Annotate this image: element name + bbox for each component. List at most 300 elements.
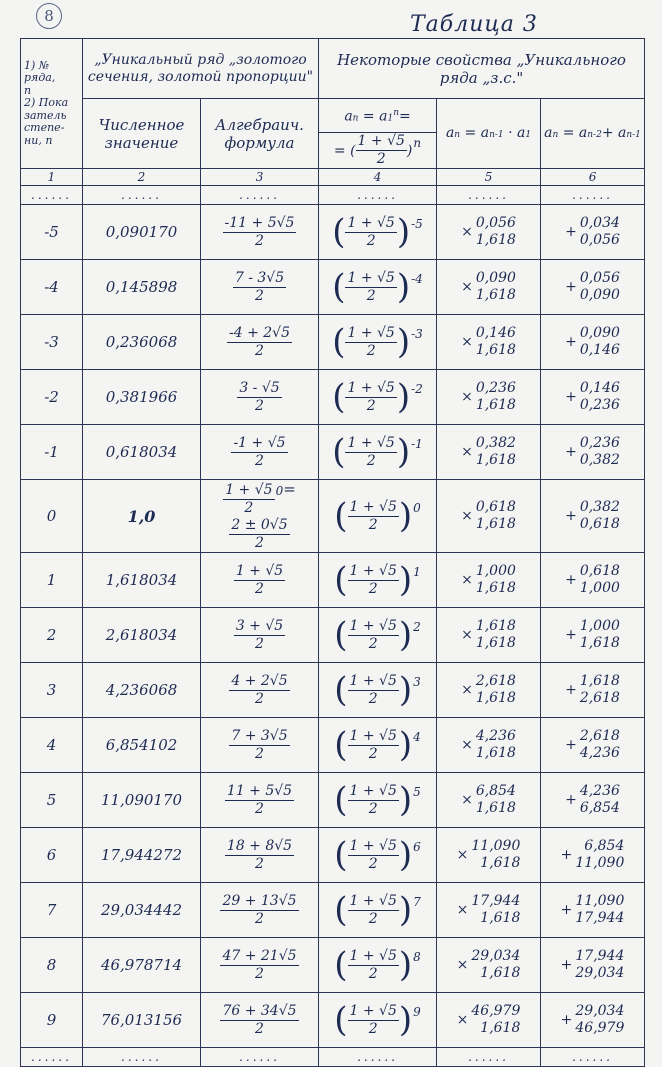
cell-value: 0,381966: [83, 370, 201, 425]
algebraic-fraction: [220, 893, 298, 928]
multiply: [461, 783, 516, 817]
cell-multiply: [437, 938, 541, 993]
fraction-denominator: 2: [255, 1020, 264, 1037]
fraction-numerator: 4 + 2√5: [231, 672, 288, 689]
header-col6: [541, 99, 645, 169]
header-col4-top: [319, 99, 437, 133]
multiply-top: 0,146: [475, 325, 516, 341]
fraction-denominator: 2: [255, 580, 264, 597]
exponent: -5: [411, 216, 423, 231]
multiply-top: 0,236: [475, 380, 516, 396]
add-operands: [580, 673, 620, 707]
table-row: [21, 718, 645, 773]
table-row: [21, 883, 645, 938]
cell-add: [541, 553, 645, 608]
cell-value-zero: [83, 480, 201, 553]
hdr6-c: n-2: [587, 129, 602, 140]
add-sign: +: [565, 279, 577, 295]
phi-fraction: [345, 325, 396, 360]
zero-power: [223, 482, 283, 517]
cell-multiply: [437, 773, 541, 828]
table-row: [21, 480, 645, 553]
multiply-bottom: 1,618: [480, 910, 521, 926]
multiply: [457, 893, 521, 927]
multiply-sign: ×: [456, 1012, 469, 1028]
add-bottom: 4,236: [579, 745, 620, 761]
add: [565, 270, 620, 304]
fraction-numerator: 1 + √5: [349, 837, 397, 854]
hdr6-sub: n: [552, 129, 559, 140]
paren-close: ): [396, 267, 411, 307]
fraction-numerator: 1 + √5: [349, 782, 397, 799]
cell-add: [541, 480, 645, 553]
table-row: [21, 425, 645, 480]
cell-algebraic: [201, 480, 319, 553]
cell-power: [319, 883, 437, 938]
cell-value: 0,145898: [83, 260, 201, 315]
multiply-operands: [471, 838, 520, 872]
hdr4-exp: n: [413, 136, 422, 150]
add-top: 0,056: [579, 270, 620, 286]
exponent: 0: [413, 500, 421, 515]
multiply-operands: [476, 673, 516, 707]
cell-algebraic: [201, 718, 319, 773]
multiply: [461, 380, 516, 414]
header-col3: Алгебраич. формула: [201, 99, 319, 169]
paren-close: ): [396, 212, 411, 252]
header-col1-line: затель: [24, 108, 67, 122]
fraction-denominator: 2: [255, 397, 264, 414]
phi-fraction: [348, 563, 399, 598]
paren-open: (: [334, 496, 348, 536]
cell-power: [319, 205, 437, 260]
add-bottom: 0,056: [579, 232, 620, 248]
hdr5-d: · a: [508, 124, 526, 141]
cell-n: -2: [21, 370, 83, 425]
multiply-bottom: 1,618: [475, 580, 516, 596]
add-sign: +: [565, 682, 577, 698]
add-top: 0,618: [579, 563, 620, 579]
cell-algebraic: [201, 993, 319, 1048]
fraction-denominator: 2: [366, 232, 376, 249]
cell-algebraic: [201, 425, 319, 480]
table-row: [21, 938, 645, 993]
cell-value: 6,854102: [83, 718, 201, 773]
add: [565, 435, 620, 469]
golden-ratio-table: [20, 38, 644, 1067]
fraction-numerator: 7 + 3√5: [231, 727, 288, 744]
cell-n: 5: [21, 773, 83, 828]
add-sign: +: [560, 1012, 573, 1028]
ellipsis-cell: ......: [437, 1048, 541, 1067]
table-row: [21, 773, 645, 828]
multiply-top: 11,090: [471, 838, 521, 854]
multiply-top: 0,618: [475, 499, 516, 515]
cell-n: 2: [21, 608, 83, 663]
phi-fraction: [348, 783, 399, 818]
cell-add: [541, 425, 645, 480]
multiply-sign: ×: [461, 737, 473, 753]
multiply-sign: ×: [461, 389, 473, 405]
multiply-operands: [476, 499, 516, 533]
hdr4-num: 1 + √5: [357, 133, 405, 149]
fraction-denominator: 2: [255, 635, 264, 652]
hdr4-a: a: [344, 108, 353, 125]
multiply-top: 1,618: [475, 618, 516, 634]
cell-multiply: [437, 480, 541, 553]
cell-add: [541, 315, 645, 370]
fraction-denominator: 2: [366, 452, 376, 469]
add-operands: [580, 435, 620, 469]
phi-fraction: [348, 893, 399, 928]
cell-n: -5: [21, 205, 83, 260]
paren-close: ): [396, 432, 411, 472]
exponent: 5: [413, 784, 421, 799]
power-expression: [334, 835, 421, 875]
power-expression: [332, 377, 423, 417]
algebraic-fraction: [234, 618, 285, 653]
fraction-denominator: 2: [255, 855, 264, 872]
paren-open: (: [334, 835, 348, 875]
cell-algebraic: [201, 663, 319, 718]
fraction-denominator: 2: [368, 855, 378, 872]
power-expression: [332, 322, 423, 362]
add-operands: [575, 948, 624, 982]
add-top: 11,090: [575, 893, 625, 909]
cell-multiply: [437, 608, 541, 663]
power-expression: [334, 496, 421, 536]
hdr6-d: + a: [601, 124, 627, 141]
multiply-operands: [471, 893, 520, 927]
phi-fraction: [348, 1003, 399, 1038]
multiply-operands: [476, 728, 516, 762]
power-expression: [334, 615, 421, 655]
cell-n: 7: [21, 883, 83, 938]
add: [561, 948, 625, 982]
hdr4-eq: =: [398, 108, 411, 125]
add-bottom: 0,236: [579, 397, 620, 413]
exponent: -3: [411, 326, 423, 341]
add-top: 2,618: [579, 728, 620, 744]
cell-algebraic: [201, 608, 319, 663]
multiply-sign: ×: [461, 682, 473, 698]
paren-open: (: [334, 725, 348, 765]
ellipsis-cell: ......: [437, 186, 541, 205]
cell-multiply: [437, 718, 541, 773]
multiply-bottom: 1,618: [475, 232, 516, 248]
fraction-numerator: 3 - √5: [239, 379, 280, 396]
algebraic-fraction: [233, 270, 286, 305]
hdr4-sub1: 1: [387, 113, 394, 124]
add: [565, 215, 620, 249]
phi-fraction: [348, 838, 399, 873]
multiply-bottom: 1,618: [475, 690, 516, 706]
table-row: [21, 993, 645, 1048]
multiply-bottom: 1,618: [475, 397, 516, 413]
cell-multiply: [437, 370, 541, 425]
add-bottom: 0,090: [579, 287, 620, 303]
cell-power: [319, 553, 437, 608]
algebraic-fraction: [225, 838, 294, 873]
fraction-numerator: 1 + √5: [347, 214, 395, 231]
fraction-denominator: 2: [366, 342, 376, 359]
fraction-numerator: 47 + 21√5: [222, 947, 297, 964]
add-bottom: 6,854: [579, 800, 620, 816]
header-col1-line: 2) Пока: [24, 96, 69, 110]
cell-multiply: [437, 663, 541, 718]
multiply-operands: [476, 215, 516, 249]
ellipsis-cell: ......: [21, 186, 83, 205]
add-bottom: 0,146: [579, 342, 620, 358]
fraction-denominator: 2: [255, 745, 264, 762]
zero-fraction: [223, 482, 274, 517]
column-number: 6: [541, 169, 645, 186]
multiply-sign: ×: [461, 572, 473, 588]
add-bottom: 46,979: [575, 1020, 625, 1036]
paren-open: (: [332, 267, 346, 307]
multiply-operands: [471, 948, 520, 982]
fraction-numerator: -1 + √5: [233, 434, 286, 451]
fraction-numerator: 1 + √5: [349, 727, 397, 744]
add-operands: [580, 380, 620, 414]
page-number: 8: [36, 3, 62, 29]
add-bottom: 11,090: [575, 855, 625, 871]
add-sign: +: [565, 389, 577, 405]
cell-algebraic: [201, 828, 319, 883]
ellipsis-row-bottom: [21, 1048, 645, 1067]
multiply-bottom: 1,618: [475, 452, 516, 468]
fraction-denominator: 2: [368, 965, 378, 982]
cell-multiply: [437, 993, 541, 1048]
add-bottom: 29,034: [575, 965, 625, 981]
multiply-bottom: 1,618: [480, 855, 521, 871]
cell-value: 0,618034: [83, 425, 201, 480]
table-row: [21, 828, 645, 883]
phi-fraction: [348, 499, 399, 534]
power-expression: [332, 267, 423, 307]
add-operands: [580, 783, 620, 817]
add: [565, 499, 620, 533]
paren-close: ): [396, 377, 411, 417]
header-col5: [437, 99, 541, 169]
add: [565, 325, 620, 359]
ellipsis-cell: ......: [319, 186, 437, 205]
multiply: [461, 270, 516, 304]
hdr4-den: 2: [376, 151, 386, 167]
cell-value: 2,618034: [83, 608, 201, 663]
multiply: [461, 435, 516, 469]
column-numbers-row: [21, 169, 645, 186]
multiply: [457, 948, 521, 982]
table-row: [21, 205, 645, 260]
add: [561, 1003, 625, 1037]
phi-fraction: [345, 435, 396, 470]
phi-fraction: [348, 618, 399, 653]
ellipsis-row: [21, 186, 645, 205]
fraction-numerator: 1 + √5: [349, 672, 397, 689]
cell-add: [541, 938, 645, 993]
header-col2: Численное значение: [83, 99, 201, 169]
cell-n: 6: [21, 828, 83, 883]
paren-close: ): [398, 725, 413, 765]
cell-multiply: [437, 828, 541, 883]
zero-eq: =: [283, 480, 296, 498]
ellipsis-cell: ......: [201, 186, 319, 205]
multiply-bottom: 1,618: [480, 965, 521, 981]
exponent: -2: [411, 381, 423, 396]
add-top: 0,146: [579, 380, 620, 396]
fraction-numerator: 1 + √5: [349, 1002, 397, 1019]
multiply: [461, 325, 516, 359]
cell-add: [541, 718, 645, 773]
paren-close: ): [398, 1000, 413, 1040]
fraction-numerator: -11 + 5√5: [224, 214, 295, 231]
cell-value: 76,013156: [83, 993, 201, 1048]
algebraic-fraction: [237, 380, 281, 415]
multiply-top: 4,236: [475, 728, 516, 744]
multiply-sign: ×: [461, 627, 473, 643]
multiply-top: 17,944: [471, 893, 521, 909]
fraction-denominator: 2: [255, 910, 264, 927]
multiply-top: 0,056: [475, 215, 516, 231]
add-sign: +: [565, 334, 577, 350]
fraction-denominator: 2: [255, 232, 264, 249]
ellipsis-cell: ......: [541, 186, 645, 205]
paren-open: (: [332, 377, 346, 417]
exponent: 7: [413, 894, 421, 909]
cell-algebraic: [201, 883, 319, 938]
phi-fraction: [348, 673, 399, 708]
fraction-denominator: 2: [368, 516, 378, 533]
power-expression: [334, 1000, 421, 1040]
hdr5-sub: n: [454, 129, 461, 140]
multiply-top: 6,854: [475, 783, 516, 799]
paren-close: ): [398, 560, 413, 600]
add-sign: +: [565, 224, 577, 240]
cell-value: 0,090170: [83, 205, 201, 260]
hdr5-sub1: 1: [525, 129, 532, 140]
paren-close: ): [398, 835, 413, 875]
multiply-operands: [476, 618, 516, 652]
add-operands: [575, 1003, 624, 1037]
cell-value: 1,0: [127, 506, 156, 526]
header-col1-line: ряда,: [24, 71, 56, 85]
multiply-bottom: 1,618: [475, 516, 516, 532]
header-col1-line: n: [24, 83, 32, 97]
multiply-sign: ×: [461, 508, 473, 524]
table-row: [21, 260, 645, 315]
hdr6-a: a: [544, 124, 553, 141]
algebraic-fraction: [227, 325, 292, 360]
fraction-denominator: 2: [368, 690, 378, 707]
multiply-sign: ×: [456, 957, 469, 973]
add-sign: +: [560, 957, 573, 973]
phi-fraction: [345, 380, 396, 415]
add-top: 0,382: [579, 499, 620, 515]
fraction-denominator: 2: [368, 910, 378, 927]
fraction-denominator: 2: [255, 800, 264, 817]
cell-add: [541, 883, 645, 938]
fraction-numerator: 1 + √5: [347, 379, 395, 396]
zero-exponent: 0: [275, 484, 284, 498]
header-col1: [21, 39, 83, 169]
paren-close: ): [398, 945, 413, 985]
cell-n: 8: [21, 938, 83, 993]
fraction-numerator: 1 + √5: [349, 617, 397, 634]
multiply-sign: ×: [461, 444, 473, 460]
cell-power: [319, 938, 437, 993]
paren-open: (: [334, 945, 348, 985]
cell-add: [541, 993, 645, 1048]
cell-add: [541, 828, 645, 883]
cell-multiply: [437, 205, 541, 260]
power-expression: [334, 670, 421, 710]
power-expression: [332, 432, 423, 472]
column-number: 4: [319, 169, 437, 186]
fraction-numerator: 1 + √5: [349, 947, 397, 964]
table-row: [21, 370, 645, 425]
exponent: 1: [413, 564, 421, 579]
cell-n: 0: [21, 480, 83, 553]
cell-power: [319, 663, 437, 718]
fraction-numerator: 1 + √5: [349, 892, 397, 909]
multiply-operands: [476, 563, 516, 597]
add-top: 0,236: [579, 435, 620, 451]
cell-algebraic: [201, 260, 319, 315]
fraction-denominator: 2: [366, 287, 376, 304]
fraction-numerator: 3 + √5: [235, 617, 284, 634]
cell-power: [319, 718, 437, 773]
fraction-numerator: 2 ± 0√5: [231, 517, 288, 533]
add: [565, 728, 620, 762]
fraction-numerator: 29 + 13√5: [222, 892, 297, 909]
power-expression: [334, 890, 421, 930]
multiply-bottom: 1,618: [475, 800, 516, 816]
multiply-top: 0,090: [475, 270, 516, 286]
add-bottom: 1,000: [579, 580, 620, 596]
add: [561, 838, 625, 872]
power-expression: [334, 945, 421, 985]
multiply-top: 1,000: [475, 563, 516, 579]
add-bottom: 0,618: [579, 516, 620, 532]
cell-n: 4: [21, 718, 83, 773]
add: [565, 380, 620, 414]
ellipsis-cell: ......: [201, 1048, 319, 1067]
cell-multiply: [437, 425, 541, 480]
multiply-bottom: 1,618: [475, 287, 516, 303]
fraction-denominator: 2: [368, 800, 378, 817]
multiply: [461, 618, 516, 652]
paren-close: ): [398, 780, 413, 820]
algebraic-fraction: [220, 1003, 298, 1038]
algebraic-fraction: [229, 517, 289, 552]
add-top: 29,034: [575, 1003, 625, 1019]
fraction-numerator: -4 + 2√5: [229, 324, 291, 341]
table-row: [21, 663, 645, 718]
cell-value: 0,236068: [83, 315, 201, 370]
hdr4-sub: n: [352, 113, 359, 124]
add-sign: +: [565, 792, 577, 808]
multiply-operands: [476, 435, 516, 469]
multiply-operands: [471, 1003, 520, 1037]
fraction-denominator: 2: [368, 635, 378, 652]
paren-open: (: [332, 432, 346, 472]
paren-close: ): [396, 322, 411, 362]
cell-power: [319, 260, 437, 315]
paren-open: (: [332, 322, 346, 362]
multiply: [457, 838, 521, 872]
cell-power: [319, 370, 437, 425]
